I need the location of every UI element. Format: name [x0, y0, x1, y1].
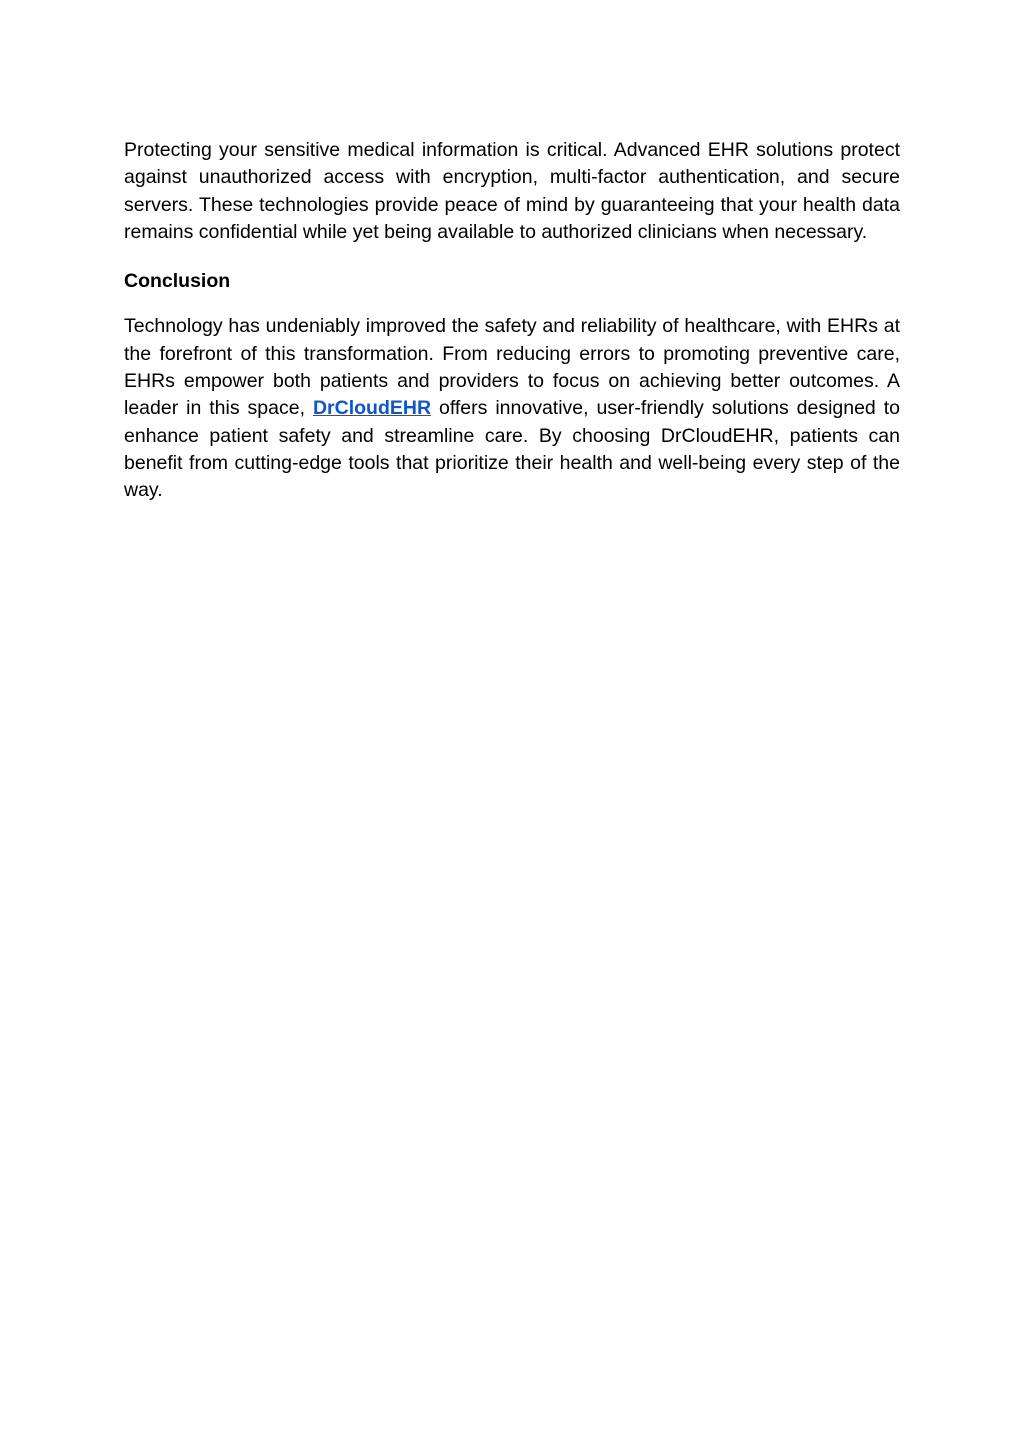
- conclusion-heading: Conclusion: [124, 270, 231, 293]
- document-body: [124, 137, 900, 505]
- conclusion-text-before-link: Technology has undeniably improved the safety and reliability of healthcare, with EHRs at the forefront of this transformation. From reducing errors to promoting preventive care, EHRs empower both patients and providers to focus on achieving better outcomes. A leader in this space,: [124, 315, 900, 420]
- drcloudehr-link[interactable]: DrCloudEHR: [312, 397, 432, 420]
- conclusion-text-after-link: offers innovative, user-friendly solutions designed to enhance patient safety and streamline care. By choosing DrCloudEHR, patients can benefit from cutting-edge tools that prioritize their health and well-being every step of the way.: [124, 397, 900, 502]
- conclusion-paragraph: [124, 313, 900, 504]
- security-paragraph: Protecting your sensitive medical information is critical. Advanced EHR solutions protect against unauthorized access with encryption, multi-factor authentication, and secure servers. These technologies provide peace of mind by guaranteeing that your health data remains confidential while yet being available to authorized clinicians when necessary.: [124, 139, 900, 243]
